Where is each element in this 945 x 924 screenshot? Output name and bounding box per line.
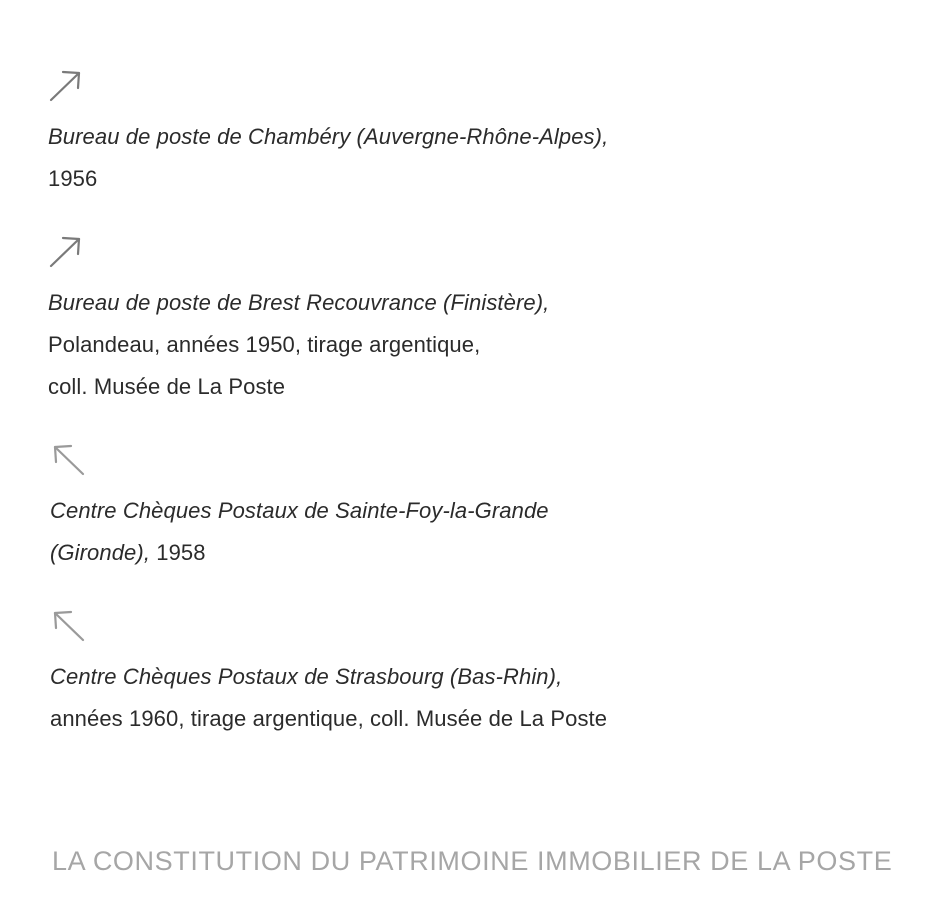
caption-text: [48, 282, 748, 408]
arrow-up-right-icon: [48, 68, 84, 104]
arrow-up-right-icon: [48, 234, 84, 270]
caption-title-continued: (Gironde),: [50, 540, 151, 565]
caption-strasbourg: [50, 608, 750, 740]
caption-line: années 1960, tirage argentique, coll. Musée de La Poste: [50, 706, 608, 731]
chapter-title: LA CONSTITUTION DU PATRIMOINE IMMOBILIER DE LA POSTE: [52, 846, 893, 876]
caption-line: [50, 532, 750, 574]
caption-chambery: [48, 68, 748, 200]
caption-sainte-foy: [50, 442, 750, 574]
caption-title: Bureau de poste de Brest Recouvrance (Finistère),: [48, 290, 550, 315]
caption-line: Polandeau, années 1950, tirage argentique,: [48, 332, 481, 357]
caption-text: [50, 656, 750, 740]
caption-date: 1958: [150, 540, 206, 565]
caption-title: Centre Chèques Postaux de Sainte-Foy-la-Grande: [50, 498, 549, 523]
caption-line: 1956: [48, 166, 98, 191]
caption-brest: [48, 234, 748, 408]
caption-title: Bureau de poste de Chambéry (Auvergne-Rhône-Alpes),: [48, 124, 609, 149]
caption-title: Centre Chèques Postaux de Strasbourg (Bas-Rhin),: [50, 664, 563, 689]
caption-text: [48, 116, 748, 200]
caption-line: coll. Musée de La Poste: [48, 374, 286, 399]
arrow-up-left-icon: [50, 442, 86, 478]
arrow-up-left-icon: [50, 608, 86, 644]
caption-text: [50, 490, 750, 574]
